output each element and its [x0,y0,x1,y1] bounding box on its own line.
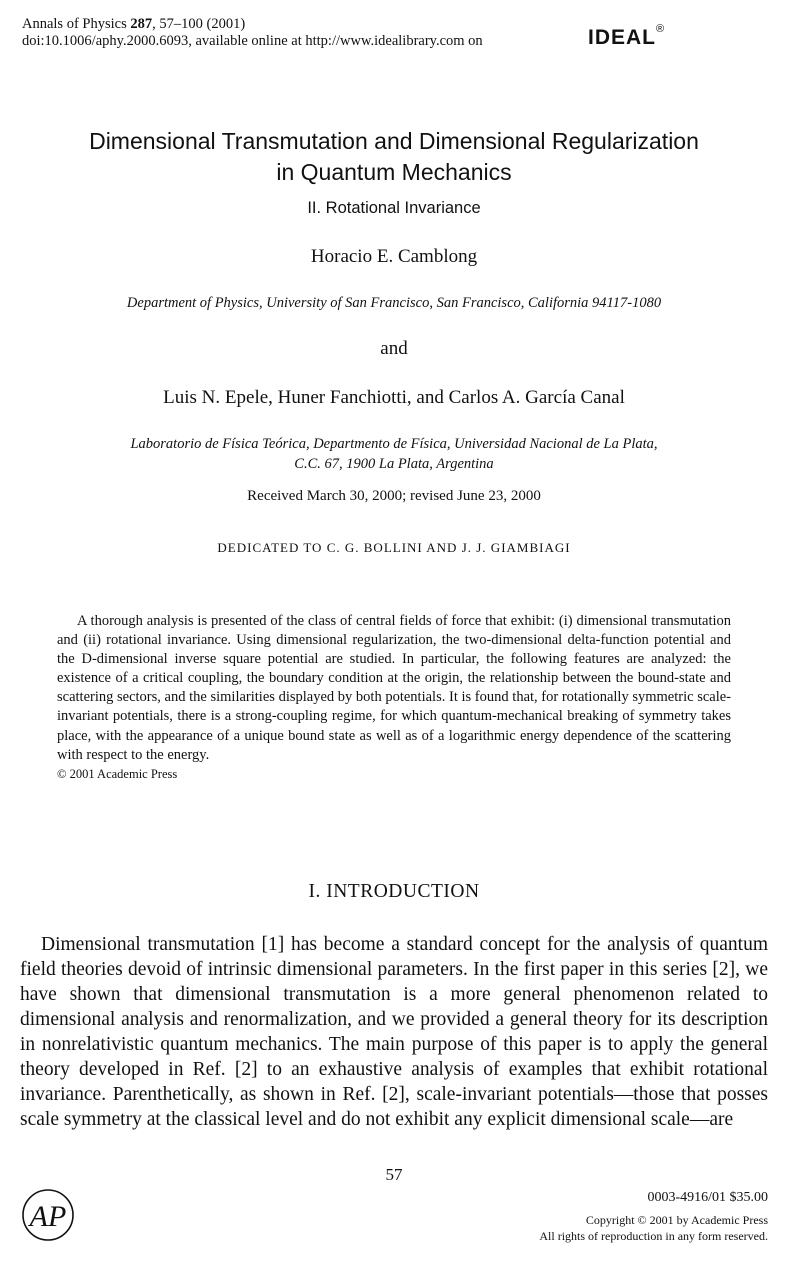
ideal-logo-text: IDEAL [588,26,656,49]
footer-copyright: Copyright © 2001 by Academic Press [585,1213,768,1227]
title-line-1: Dimensional Transmutation and Dimensional Regularization [89,128,699,154]
journal-header [22,16,483,50]
affiliation-second-line-2: C.C. 67, 1900 La Plata, Argentina [294,456,494,472]
affiliation-second-line-1: Laboratorio de Física Teórica, Departmento de Física, Universidad Nacional de La Plata, [130,436,658,452]
abstract [57,612,731,784]
journal-name: Annals of Physics [22,16,127,32]
title-line-2: in Quantum Mechanics [276,159,512,185]
footer-rights-text: All rights of reproduction in any form reserved. [539,1229,768,1243]
issn-price: 0003-4916/01 $35.00 [647,1190,768,1205]
citation-line [22,16,483,33]
received-date: Received March 30, 2000; revised June 23, 2000 [247,488,541,504]
author-conjunction: and [380,338,408,359]
journal-volume: 287 [130,16,153,32]
academic-press-logo-icon [21,1188,75,1242]
registered-mark: ® [656,23,666,35]
academic-press-logo [21,1188,75,1247]
body-paragraph: Dimensional transmutation [1] has become a standard concept for the analysis of quantum field theories devoid of intrinsic dimensional parameters. In the first paper in this series [2], we have shown that dimensional transmutation is a more general phenomenon related to dimensional analysis and renormalization, and we provided a general theory for its description in nonrelativistic quantum mechanics. The main purpose of this paper is to apply the general theory developed in Ref. [2] to an exhaustive analysis of examples that exhibit rotational invariance. Parenthetically, as shown in Ref. [2], scale-invariant potentials—those that posses scale symmetry at the classical level and do not exhibit any explicit dimensional scale—are [20,934,768,1130]
page-number: 57 [385,1165,403,1184]
doi-line: doi:10.1006/aphy.2000.6093, available online at http://www.idealibrary.com on [22,33,483,49]
author-second: Luis N. Epele, Huner Fanchiotti, and Carlos A. García Canal [163,387,625,408]
dedication: DEDICATED TO C. G. BOLLINI AND J. J. GIAMBIAGI [217,540,571,555]
footer-rights [539,1190,768,1244]
abstract-text: A thorough analysis is presented of the class of central fields of force that exhibit: (i) dimensional transmutation and (ii) rotational invariance. Using dimensional regularization, the two-dimensional delta-function potential and the D-dimensional inverse square potential are studied. In particular, the following features are analyzed: the existence of a critical coupling, the boundary condition at the origin, the relationship between the bound-state and scattering sectors, and the similarities displayed by both potentials. It is found that, for rotationally symmetric scale-invariant potentials, there is a strong-coupling regime, for which quantum-mechanical breaking of symmetry takes place, with the appearance of a unique bound state as well as of a logarithmic energy dependence of the scattering with respect to the energy. [57,613,731,763]
paper-subtitle: II. Rotational Invariance [307,199,481,217]
abstract-copyright: © 2001 Academic Press [57,766,178,781]
publisher-logo-text: AP [29,1200,67,1233]
paper-title [0,126,788,188]
affiliation-second [0,434,788,474]
affiliation-first: Department of Physics, University of San Francisco, San Francisco, California 94117-1080 [126,295,662,311]
journal-pages-year: , 57–100 (2001) [152,16,246,32]
author-first: Horacio E. Camblong [310,246,478,267]
ideal-logo [588,23,666,50]
section-title: I. INTRODUCTION [308,881,480,902]
